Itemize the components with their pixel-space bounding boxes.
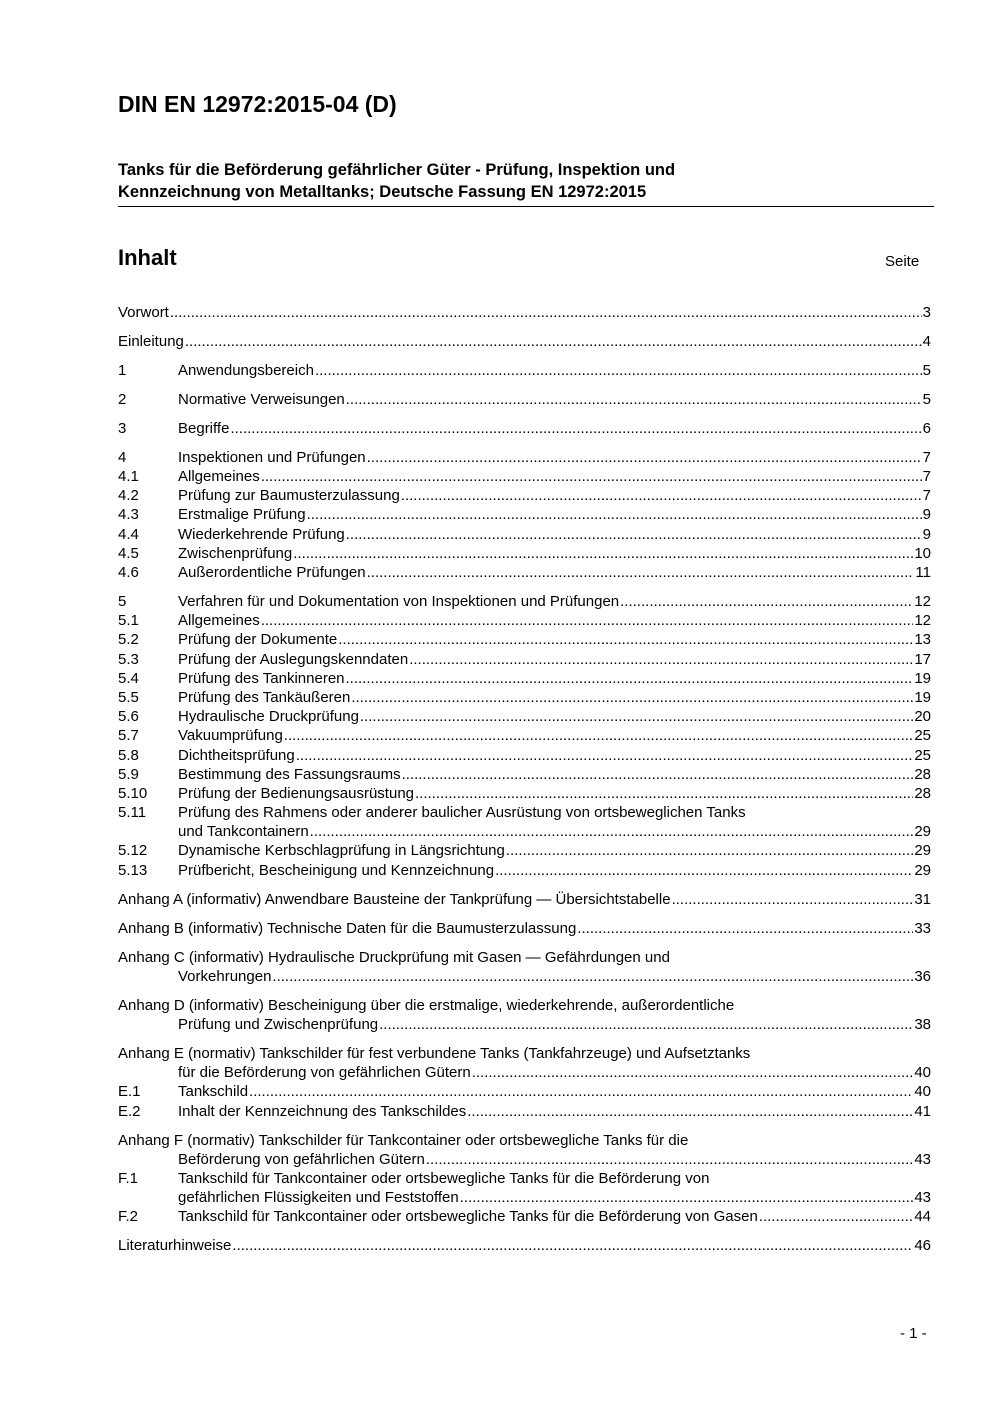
toc-entry-title: Allgemeines xyxy=(178,612,260,630)
toc-entry-title: Vorkehrungen xyxy=(178,967,272,985)
toc-dot-leader xyxy=(170,303,922,322)
toc-line xyxy=(118,1063,931,1082)
toc-entry[interactable] xyxy=(118,419,931,438)
toc-entry-page: 40 xyxy=(914,1064,931,1082)
toc-entry-page: 7 xyxy=(922,468,931,486)
toc-line xyxy=(118,1015,931,1034)
toc-entry-number: 5.4 xyxy=(118,669,139,687)
toc-entry-number: F.2 xyxy=(118,1208,139,1226)
document-subtitle xyxy=(118,159,838,203)
toc-entry[interactable] xyxy=(118,841,931,860)
toc-entry-page: 7 xyxy=(922,448,931,466)
toc-line xyxy=(118,361,931,380)
toc-entry-title: Hydraulische Druckprüfung xyxy=(178,708,359,726)
toc-line xyxy=(118,525,931,544)
toc-entry-number: 5.10 xyxy=(118,784,148,802)
toc-entry[interactable] xyxy=(118,563,931,582)
toc-line xyxy=(118,822,931,841)
toc-entry-title: Prüfbericht, Bescheinigung und Kennzeichnung xyxy=(178,861,495,879)
toc-dot-leader xyxy=(272,967,913,986)
toc-entry-title: Außerordentliche Prüfungen xyxy=(178,564,366,582)
toc-entry-title: Erstmalige Prüfung xyxy=(178,506,306,524)
toc-group-gap xyxy=(118,880,931,890)
toc-group-gap xyxy=(118,582,931,592)
toc-entry-title: gefährlichen Flüssigkeiten und Feststoffen xyxy=(178,1189,459,1207)
toc-group-gap xyxy=(118,380,931,390)
toc-group-gap xyxy=(118,322,931,332)
toc-entry[interactable] xyxy=(118,726,931,745)
toc-line xyxy=(118,419,931,438)
toc-entry-page: 12 xyxy=(914,612,931,630)
toc-entry-number: 4.5 xyxy=(118,544,139,562)
toc-entry-number: 5.13 xyxy=(118,861,148,879)
toc-entry-number: F.1 xyxy=(118,1169,139,1187)
toc-entry-number: 4.6 xyxy=(118,564,139,582)
toc-line xyxy=(118,746,931,765)
toc-entry[interactable] xyxy=(118,448,931,467)
toc-entry-number: 3 xyxy=(118,419,127,437)
toc-entry-number: 5.2 xyxy=(118,631,139,649)
toc-entry[interactable] xyxy=(118,919,931,938)
toc-line xyxy=(118,996,931,1015)
toc-entry-title: Prüfung des Tankinneren xyxy=(178,669,345,687)
toc-dot-leader xyxy=(426,1150,913,1169)
toc-dot-leader xyxy=(185,332,922,351)
toc-entry[interactable] xyxy=(118,861,931,880)
toc-line xyxy=(118,1082,931,1101)
toc-dot-leader xyxy=(467,1102,913,1121)
toc-group-gap xyxy=(118,351,931,361)
toc-line xyxy=(118,592,931,611)
toc-dot-leader xyxy=(315,361,922,380)
toc-dot-leader xyxy=(346,669,914,688)
toc-dot-leader xyxy=(402,765,914,784)
toc-entry-number: 4.4 xyxy=(118,525,139,543)
toc-entry-page: 5 xyxy=(922,361,931,379)
toc-dot-leader xyxy=(338,630,913,649)
toc-dot-leader xyxy=(310,822,914,841)
toc-line xyxy=(118,803,931,822)
toc-entry-number: 5.6 xyxy=(118,708,139,726)
toc-dot-leader xyxy=(577,919,913,938)
subtitle-line-2: Kennzeichnung von Metalltanks; Deutsche Fassung EN 12972:2015 xyxy=(118,183,647,201)
toc-dot-leader xyxy=(506,841,913,860)
toc-entry-title: Prüfung und Zwischenprüfung xyxy=(178,1015,379,1033)
toc-entry-number: 2 xyxy=(118,390,127,408)
toc-entry-title: Anhang F (normativ) Tankschilder für Tankcontainer oder ortsbewegliche Tanks für die xyxy=(118,1131,689,1149)
toc-entry-title: Wiederkehrende Prüfung xyxy=(178,525,345,543)
toc-entry-title: Dichtheitsprüfung xyxy=(178,746,295,764)
toc-line xyxy=(118,948,931,967)
toc-entry-title: Dynamische Kerbschlagprüfung in Längsrichtung xyxy=(178,842,505,860)
toc-entry-title: Bestimmung des Fassungsraums xyxy=(178,765,401,783)
toc-line xyxy=(118,707,931,726)
toc-line xyxy=(118,467,931,486)
toc-entry-title: und Tankcontainern xyxy=(178,823,309,841)
toc-entry[interactable] xyxy=(118,996,931,1034)
toc-entry-title: Prüfung zur Baumusterzulassung xyxy=(178,487,400,505)
toc-entry[interactable] xyxy=(118,948,931,986)
toc-entry-page: 31 xyxy=(914,890,931,908)
toc-entry-title: Tankschild xyxy=(178,1083,249,1101)
toc-group-gap xyxy=(118,1226,931,1236)
toc-entry-page: 11 xyxy=(915,564,931,582)
toc-entry-page: 9 xyxy=(922,525,931,543)
toc-line xyxy=(118,303,931,322)
toc-entry-page: 19 xyxy=(914,669,931,687)
toc-entry[interactable] xyxy=(118,390,931,409)
toc-entry-page: 46 xyxy=(914,1237,931,1255)
toc-line xyxy=(118,1102,931,1121)
toc-entry[interactable] xyxy=(118,1102,931,1121)
toc-entry[interactable] xyxy=(118,467,931,486)
toc-entry-number: 5.5 xyxy=(118,688,139,706)
toc-entry[interactable] xyxy=(118,746,931,765)
toc-entry-title: Prüfung der Bedienungsausrüstung xyxy=(178,784,415,802)
toc-entry-title: Vakuumprüfung xyxy=(178,727,283,745)
toc-line xyxy=(118,1150,931,1169)
toc-entry[interactable] xyxy=(118,1236,931,1255)
toc-group-gap xyxy=(118,438,931,448)
toc-line xyxy=(118,726,931,745)
toc-group-gap xyxy=(118,1034,931,1044)
toc-entry[interactable] xyxy=(118,332,931,351)
toc-entry-number: 1 xyxy=(118,361,127,379)
toc-line xyxy=(118,448,931,467)
toc-entry-number: 5.8 xyxy=(118,746,139,764)
toc-entry-page: 38 xyxy=(914,1015,931,1033)
toc-entry[interactable] xyxy=(118,505,931,524)
header-divider xyxy=(118,206,934,207)
toc-entry-number: 5.1 xyxy=(118,612,139,630)
toc-entry-number: 5.11 xyxy=(118,804,147,822)
toc-dot-leader xyxy=(307,505,922,524)
toc-entry-number: E.1 xyxy=(118,1083,141,1101)
toc-entry-page: 10 xyxy=(914,544,931,562)
toc-line xyxy=(118,650,931,669)
toc-page-column-label: Seite xyxy=(885,253,920,270)
toc-entry[interactable] xyxy=(118,592,931,611)
toc-entry-page: 43 xyxy=(914,1189,931,1207)
toc-group-gap xyxy=(118,938,931,948)
table-of-contents xyxy=(118,303,931,1255)
toc-entry[interactable] xyxy=(118,803,931,841)
toc-entry[interactable] xyxy=(118,303,931,322)
toc-entry[interactable] xyxy=(118,707,931,726)
toc-entry-page: 28 xyxy=(914,765,931,783)
toc-entry[interactable] xyxy=(118,890,931,909)
toc-entry[interactable] xyxy=(118,669,931,688)
toc-entry-title: Anhang E (normativ) Tankschilder für fest verbundene Tanks (Tankfahrzeuge) und Aufsetztanks xyxy=(118,1044,751,1062)
toc-dot-leader xyxy=(261,611,914,630)
toc-entry[interactable] xyxy=(118,544,931,563)
toc-heading: Inhalt xyxy=(118,245,177,270)
toc-entry-page: 17 xyxy=(914,650,931,668)
toc-entry[interactable] xyxy=(118,765,931,784)
toc-entry-page: 5 xyxy=(922,390,931,408)
toc-entry-number: 5.12 xyxy=(118,842,148,860)
toc-dot-leader xyxy=(401,486,922,505)
toc-dot-leader xyxy=(759,1207,914,1226)
toc-entry-title: Inhalt der Kennzeichnung des Tankschildes xyxy=(178,1102,467,1120)
toc-entry-number: 4.3 xyxy=(118,506,139,524)
toc-entry[interactable] xyxy=(118,611,931,630)
toc-dot-leader xyxy=(351,688,913,707)
toc-entry[interactable] xyxy=(118,1082,931,1101)
toc-entry-page: 29 xyxy=(914,842,931,860)
toc-line xyxy=(118,919,931,938)
toc-line xyxy=(118,563,931,582)
document-number: DIN EN 12972:2015-04 (D) xyxy=(118,91,397,117)
toc-line xyxy=(118,841,931,860)
toc-entry-page: 19 xyxy=(914,688,931,706)
toc-line xyxy=(118,611,931,630)
toc-entry-number: 4.1 xyxy=(118,468,139,486)
toc-entry-title: Anhang C (informativ) Hydraulische Druckprüfung mit Gasen — Gefährdungen und xyxy=(118,948,670,966)
toc-entry[interactable] xyxy=(118,650,931,669)
toc-line xyxy=(118,967,931,986)
toc-entry-title: Tankschild für Tankcontainer oder ortsbewegliche Tanks für die Beförderung von Gasen xyxy=(178,1208,758,1226)
toc-dot-leader xyxy=(379,1015,913,1034)
toc-entry[interactable] xyxy=(118,1044,931,1082)
toc-dot-leader xyxy=(415,784,913,803)
toc-dot-leader xyxy=(261,467,922,486)
toc-line xyxy=(118,890,931,909)
toc-dot-leader xyxy=(230,419,921,438)
toc-entry-number: 5 xyxy=(118,593,127,611)
toc-entry-number: 4 xyxy=(118,448,127,466)
toc-group-gap xyxy=(118,409,931,419)
toc-entry-title: Prüfung des Rahmens oder anderer baulicher Ausrüstung von ortsbeweglichen Tanks xyxy=(178,804,746,822)
toc-line xyxy=(118,505,931,524)
toc-line xyxy=(118,765,931,784)
toc-group-gap xyxy=(118,1121,931,1131)
toc-entry[interactable] xyxy=(118,630,931,649)
toc-entry-title: Literaturhinweise xyxy=(118,1237,232,1255)
toc-entry-title: Prüfung des Tankäußeren xyxy=(178,688,351,706)
toc-entry-page: 3 xyxy=(922,304,931,321)
toc-entry-page: 25 xyxy=(914,746,931,764)
toc-entry-title: Beförderung von gefährlichen Gütern xyxy=(178,1150,425,1168)
toc-line xyxy=(118,1207,931,1226)
toc-entry-page: 13 xyxy=(914,631,931,649)
toc-dot-leader xyxy=(367,563,915,582)
toc-entry-title: Tankschild für Tankcontainer oder ortsbewegliche Tanks für die Beförderung von xyxy=(178,1169,710,1187)
toc-entry[interactable] xyxy=(118,784,931,803)
toc-entry-title: Verfahren für und Dokumentation von Inspektionen und Prüfungen xyxy=(178,593,620,611)
toc-line xyxy=(118,1044,931,1063)
toc-line xyxy=(118,1169,931,1188)
toc-entry-page: 12 xyxy=(914,593,931,611)
toc-entry-title: Normative Verweisungen xyxy=(178,390,345,408)
toc-line xyxy=(118,669,931,688)
toc-line xyxy=(118,630,931,649)
toc-group-gap xyxy=(118,986,931,996)
toc-entry-title: Prüfung der Dokumente xyxy=(178,631,338,649)
toc-entry-number: 5.9 xyxy=(118,765,139,783)
toc-entry-title: Einleitung xyxy=(118,332,184,350)
toc-line xyxy=(118,486,931,505)
toc-dot-leader xyxy=(346,525,922,544)
toc-dot-leader xyxy=(284,726,914,745)
toc-entry-title: Anwendungsbereich xyxy=(178,361,314,379)
toc-entry-page: 36 xyxy=(914,967,931,985)
subtitle-line-1: Tanks für die Beförderung gefährlicher Güter - Prüfung, Inspektion und xyxy=(118,161,676,179)
toc-dot-leader xyxy=(360,707,913,726)
toc-dot-leader xyxy=(495,861,913,880)
toc-entry-number: 5.3 xyxy=(118,650,139,668)
toc-line xyxy=(118,1236,931,1255)
toc-entry-page: 20 xyxy=(914,708,931,726)
toc-entry-page: 43 xyxy=(914,1150,931,1168)
toc-dot-leader xyxy=(620,592,913,611)
toc-entry[interactable] xyxy=(118,1207,931,1226)
toc-entry[interactable] xyxy=(118,525,931,544)
toc-entry-title: Zwischenprüfung xyxy=(178,544,293,562)
toc-entry-page: 9 xyxy=(922,506,931,524)
toc-line xyxy=(118,688,931,707)
toc-dot-leader xyxy=(346,390,922,409)
toc-dot-leader xyxy=(472,1063,914,1082)
toc-dot-leader xyxy=(409,650,913,669)
toc-entry-title: Anhang B (informativ) Technische Daten für die Baumusterzulassung xyxy=(118,919,577,937)
toc-entry-number: 5.7 xyxy=(118,727,139,745)
toc-line xyxy=(118,861,931,880)
toc-entry-page: 28 xyxy=(914,784,931,802)
toc-dot-leader xyxy=(249,1082,913,1101)
toc-entry-page: 7 xyxy=(922,487,931,505)
toc-entry[interactable] xyxy=(118,486,931,505)
toc-entry[interactable] xyxy=(118,1169,931,1207)
toc-entry-page: 44 xyxy=(914,1208,931,1226)
toc-entry[interactable] xyxy=(118,688,931,707)
toc-entry-title: Anhang A (informativ) Anwendbare Bausteine der Tankprüfung — Übersichtstabelle xyxy=(118,890,671,908)
toc-entry-title: Vorwort xyxy=(118,304,169,321)
toc-entry-page: 41 xyxy=(914,1102,931,1120)
toc-entry[interactable] xyxy=(118,361,931,380)
toc-line xyxy=(118,390,931,409)
toc-entry-title: für die Beförderung von gefährlichen Gütern xyxy=(178,1064,471,1082)
toc-entry-title: Allgemeines xyxy=(178,468,260,486)
toc-dot-leader xyxy=(293,544,913,563)
toc-entry-title: Begriffe xyxy=(178,419,230,437)
toc-entry-page: 6 xyxy=(922,419,931,437)
toc-dot-leader xyxy=(367,448,922,467)
toc-entry[interactable] xyxy=(118,1131,931,1169)
toc-group-gap xyxy=(118,909,931,919)
toc-entry-number: 4.2 xyxy=(118,487,139,505)
toc-dot-leader xyxy=(672,890,914,909)
toc-line xyxy=(118,544,931,563)
toc-entry-page: 33 xyxy=(914,919,931,937)
toc-entry-number: E.2 xyxy=(118,1102,141,1120)
toc-entry-title: Inspektionen und Prüfungen xyxy=(178,448,366,466)
page-number: - 1 - xyxy=(900,1325,927,1342)
toc-dot-leader xyxy=(232,1236,913,1255)
toc-line xyxy=(118,332,931,351)
toc-entry-page: 29 xyxy=(914,861,931,879)
toc-entry-title: Anhang D (informativ) Bescheinigung über die erstmalige, wiederkehrende, außerordentliche xyxy=(118,996,735,1014)
toc-entry-page: 40 xyxy=(914,1083,931,1101)
toc-entry-title: Prüfung der Auslegungskenndaten xyxy=(178,650,409,668)
toc-dot-leader xyxy=(460,1188,914,1207)
toc-dot-leader xyxy=(296,746,914,765)
toc-entry-page: 4 xyxy=(922,332,931,350)
toc-line xyxy=(118,784,931,803)
toc-line xyxy=(118,1131,931,1150)
toc-entry-page: 29 xyxy=(914,823,931,841)
toc-line xyxy=(118,1188,931,1207)
toc-entry-page: 25 xyxy=(914,727,931,745)
